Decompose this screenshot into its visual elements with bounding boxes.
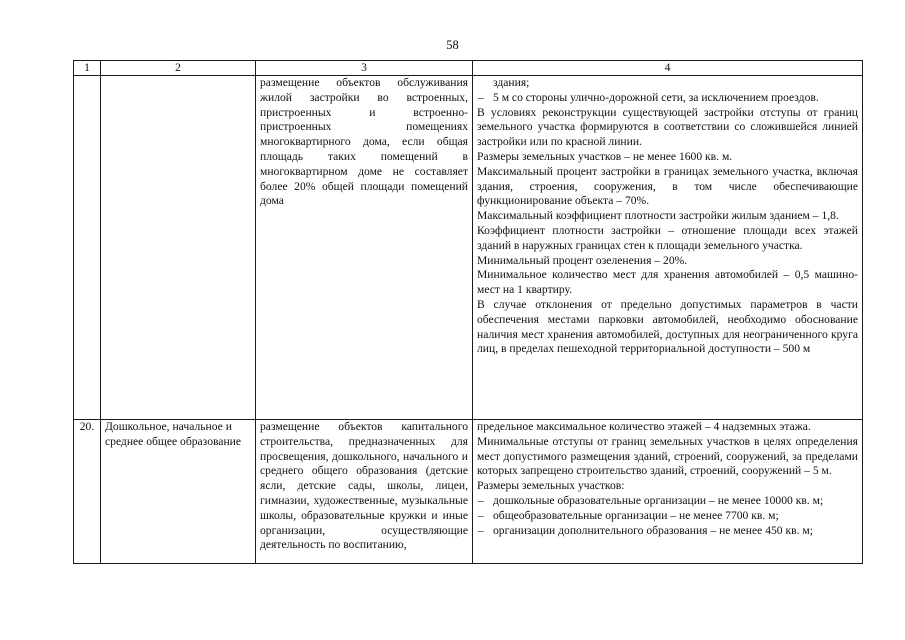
use-name-text: Дошкольное, начальное и среднее общее образование — [105, 420, 242, 448]
dash-item — [477, 494, 858, 509]
dash-item-continuation: здания; — [493, 76, 530, 89]
zoning-regulations-table — [73, 60, 863, 564]
parameter-paragraph: Максимальный процент застройки в границах земельного участка, включая здания, строения, сооружения, в том числе обеспечивающие функционирование объекта – 70%. — [477, 164, 858, 208]
column-header: 2 — [101, 61, 256, 76]
parameter-paragraph: Минимальный процент озеленения – 20%. — [477, 253, 688, 267]
parameter-paragraph: Минимальное количество мест для хранения автомобилей – 0,5 машино-мест на 1 квартиру. — [477, 268, 858, 297]
parameters-cell — [473, 76, 863, 420]
use-name-cell — [101, 420, 256, 564]
use-description-cell — [256, 420, 473, 564]
parameter-paragraph: В условиях реконструкции существующей застройки отступы от границ земельного участка формируются в соответствии со сложившейся линией застройки или по красной линии. — [477, 105, 858, 149]
dash-marker: – — [478, 493, 484, 507]
parameters-list — [477, 420, 858, 538]
table-header-row — [74, 61, 863, 76]
parameter-paragraph: Максимальный коэффициент плотности застройки жилым зданием – 1,8. — [477, 209, 839, 223]
parameter-paragraph: Минимальные отступы от границ земельных участков в целях определения мест допустимого размещения зданий, строений, сооружений, за пределами которых запрещено строительство зданий, строений, сооружений – 5 м. — [477, 434, 858, 478]
parameter-paragraph: Размеры земельных участков – не менее 1600 кв. м. — [477, 149, 733, 163]
row-number-cell: 20. — [74, 420, 101, 564]
dash-item — [477, 509, 858, 524]
parameter-paragraph: Размеры земельных участков: — [477, 479, 625, 493]
dash-item-text: 5 м со стороны улично-дорожной сети, за исключением проездов. — [493, 90, 819, 104]
dash-marker: – — [478, 508, 484, 522]
dash-item-text: организации дополнительного образования – не менее 450 кв. м; — [493, 523, 813, 537]
dash-marker: – — [478, 523, 484, 537]
column-header: 4 — [473, 61, 863, 76]
use-description-cell — [256, 76, 473, 420]
parameter-paragraph: Коэффициент плотности застройки – отношение площади всех этажей зданий в наружных границах стен к площади земельного участка. — [477, 223, 858, 252]
page-number: 58 — [446, 38, 459, 52]
dash-item — [477, 524, 858, 539]
column-header: 3 — [256, 61, 473, 76]
use-description-text: размещение объектов капитального строительства, предназначенных для просвещения, дошкольного, начального и среднего общего образования (детские ясли, детские сады, школы, лицеи, гимназии, художественные, музыкальные школы, образовательные кружки и иные организации, осуществляющие деятельность по воспитанию, — [260, 420, 468, 552]
parameters-cell — [473, 420, 863, 564]
dash-item-text: дошкольные образовательные организации – не менее 10000 кв. м; — [493, 493, 824, 507]
parameter-paragraph: В случае отклонения от предельно допустимых параметров в части обеспечения местами парковки автомобилей, необходимо обоснование наличия мест хранения автомобилей, доступных для неограниченного круга лиц, в пределах пешеходной территориальной доступности – 500 м — [477, 297, 858, 356]
dash-item — [477, 91, 858, 106]
dash-marker: – — [478, 90, 484, 104]
column-header: 1 — [74, 61, 101, 76]
row-number-cell — [74, 76, 101, 420]
table-row — [74, 420, 863, 564]
parameters-list — [477, 76, 858, 357]
use-name-cell — [101, 76, 256, 420]
table-row — [74, 76, 863, 420]
parameter-paragraph: предельное максимальное количество этажей – 4 надземных этажа. — [477, 420, 811, 433]
dash-item-text: общеобразовательные организации – не менее 7700 кв. м; — [493, 508, 779, 522]
use-description-text: размещение объектов обслуживания жилой застройки во встроенных, пристроенных и встроенно-пристроенных помещениях многоквартирного дома, если общая площадь таких помещений в многоквартирном доме не составляет более 20% общей площади помещений дома — [260, 76, 468, 208]
